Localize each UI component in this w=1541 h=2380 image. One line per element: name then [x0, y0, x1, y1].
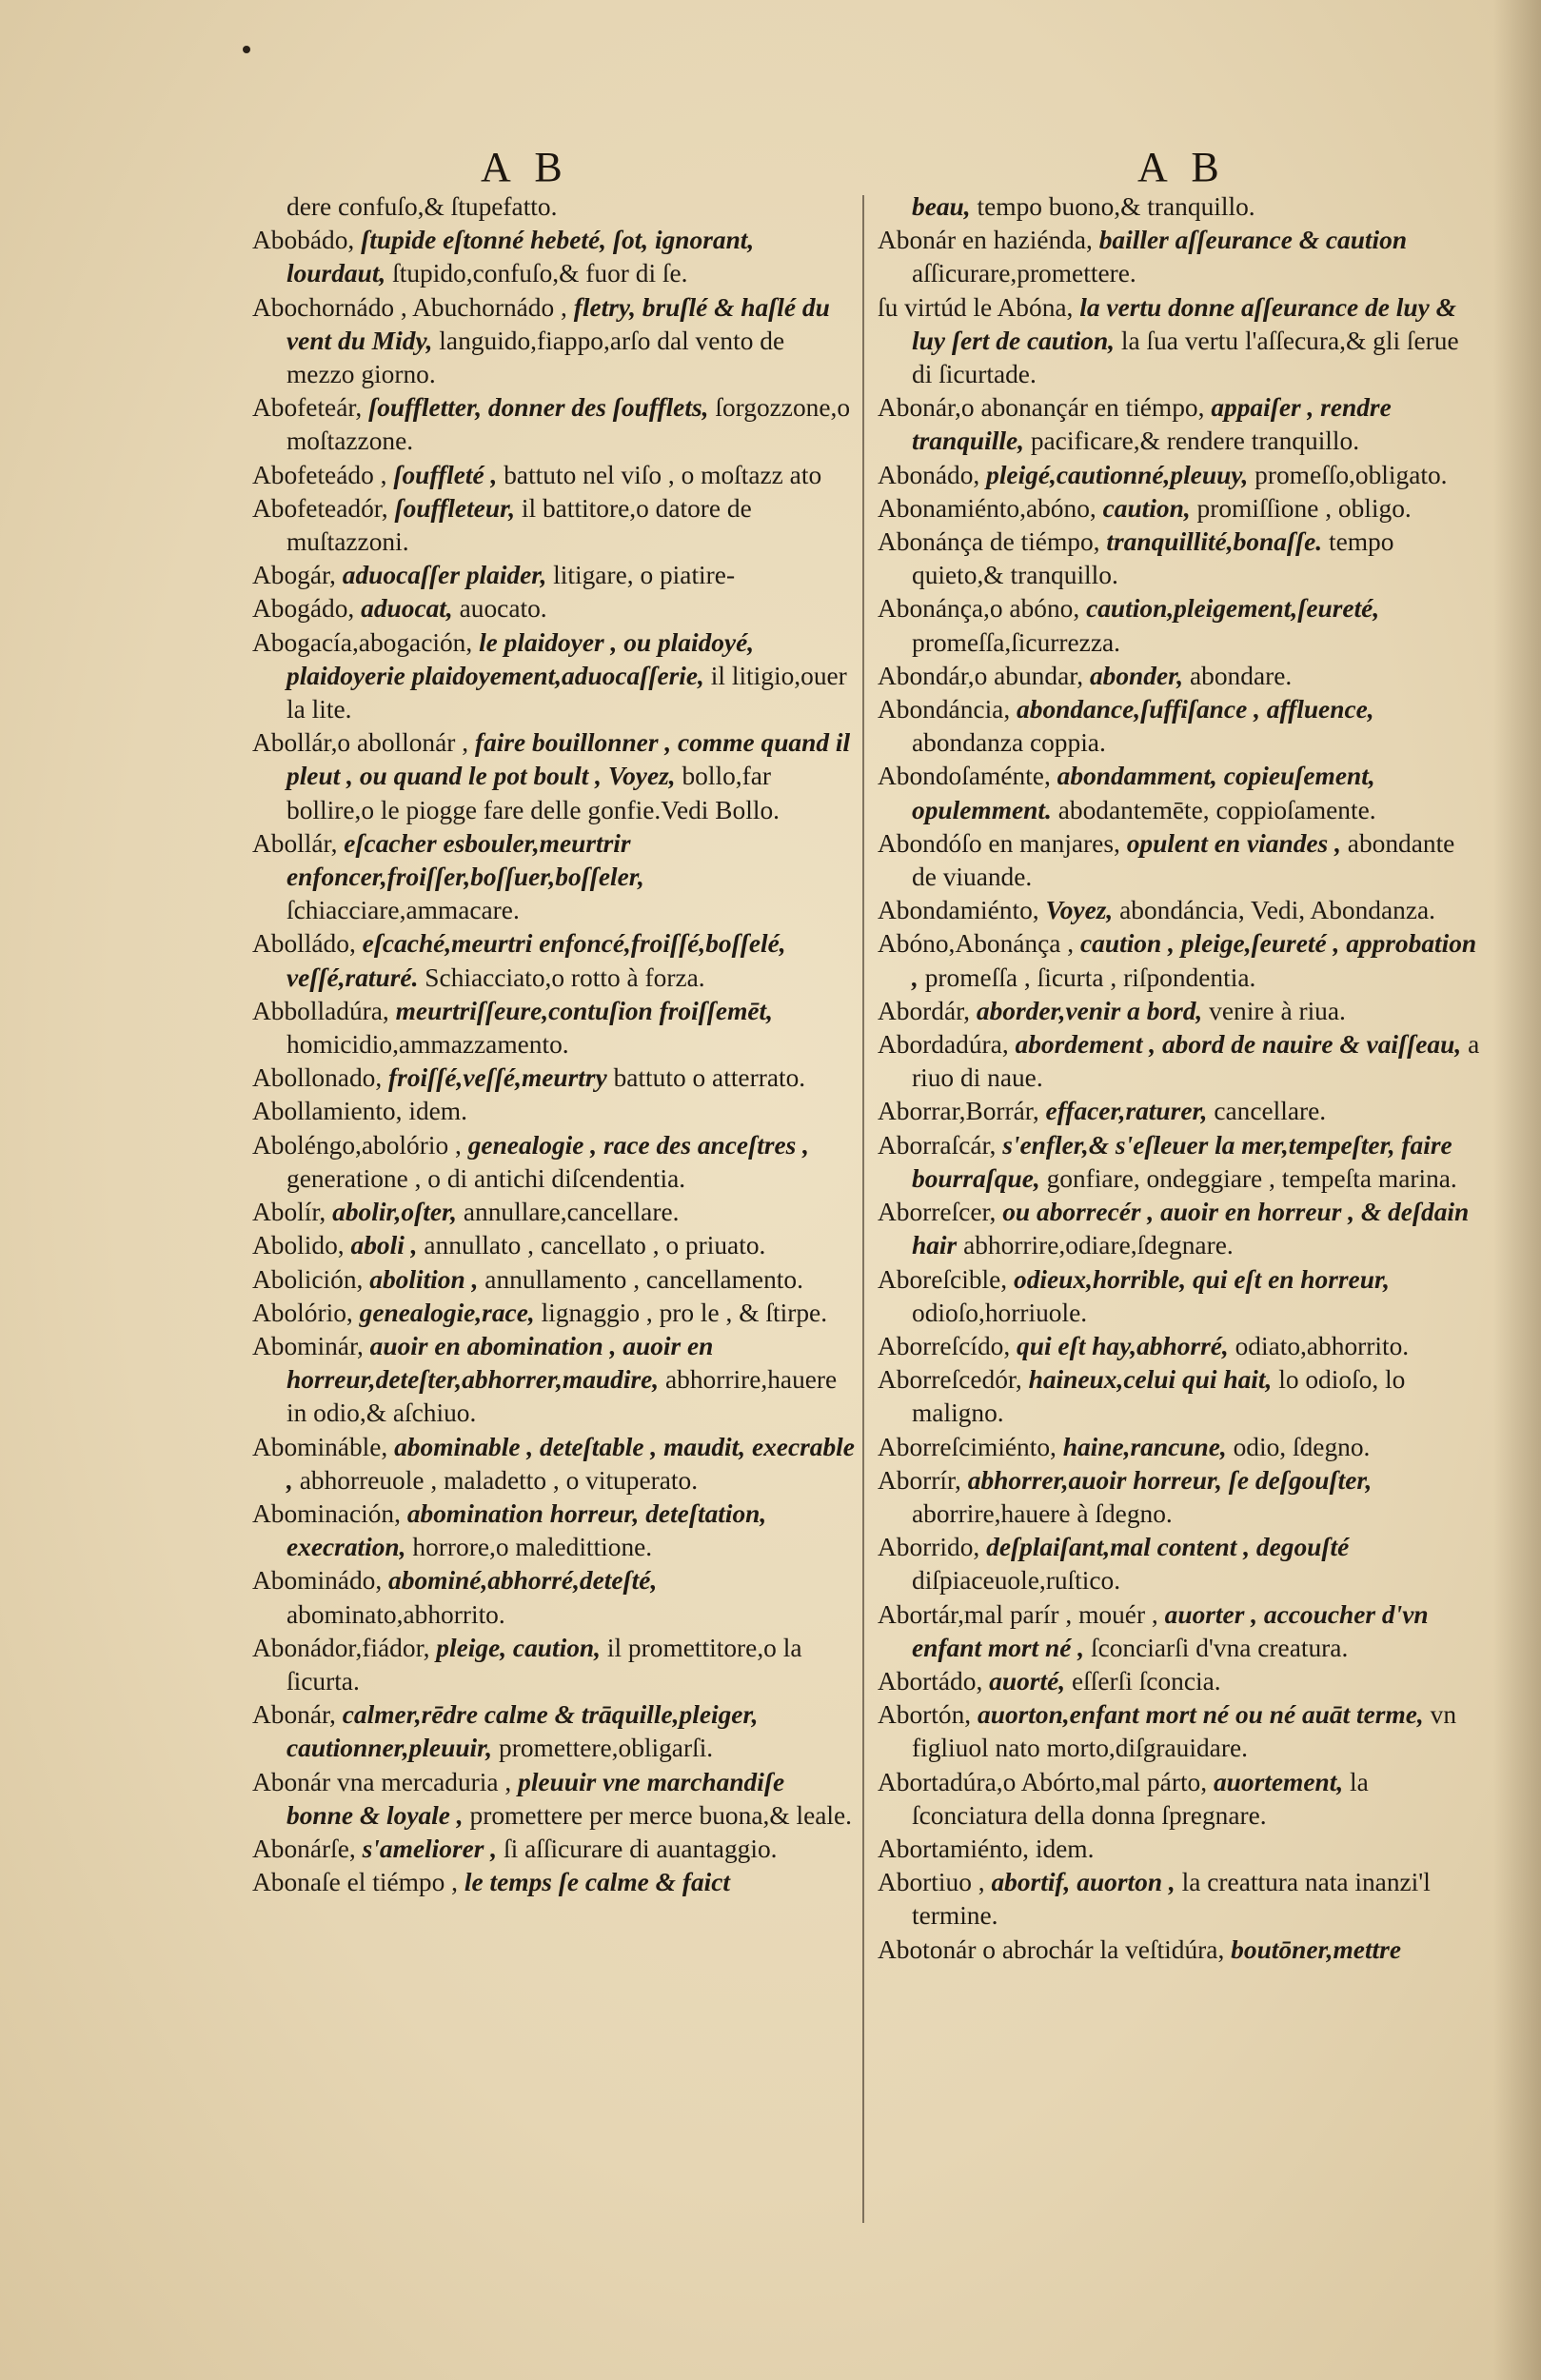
- french-gloss: aborder,venir a bord,: [976, 996, 1203, 1025]
- dictionary-entry: [252, 592, 857, 625]
- headword: Abollonado,: [252, 1063, 383, 1093]
- french-gloss: ou aborrecér , auoir en horreur , & deſdain hair: [912, 1198, 1470, 1260]
- italian-gloss: annullare,cancellare.: [463, 1198, 680, 1227]
- french-gloss: abondamment, copieuſement, opulemment.: [912, 762, 1375, 824]
- french-gloss: Voyez,: [1045, 896, 1114, 925]
- dictionary-entry: [878, 190, 1482, 224]
- french-gloss: froiſſé,veſſé,meurtry: [388, 1063, 607, 1093]
- headword: Abollár,: [252, 828, 338, 858]
- dictionary-entry: [878, 660, 1482, 693]
- headword: Abóno,Abonánça ,: [878, 929, 1075, 959]
- dictionary-entry: [878, 995, 1482, 1028]
- headword: Aborreſcer,: [878, 1198, 997, 1227]
- headword: Abollár,o abollonár ,: [252, 728, 469, 758]
- italian-gloss: abhorreuole , maladetto , o vituperato.: [299, 1465, 699, 1495]
- french-gloss: boutōner,mettre: [1231, 1934, 1401, 1964]
- headword: Aborreſcído,: [878, 1331, 1011, 1360]
- italian-gloss: abominato,abhorrito.: [286, 1599, 505, 1629]
- italian-gloss: horrore,o maledittione.: [412, 1533, 653, 1562]
- headword: Abondoſaménte,: [878, 762, 1051, 791]
- dictionary-entry: [878, 1531, 1482, 1597]
- italian-gloss: auocato.: [459, 594, 547, 624]
- italian-gloss: abondanza coppia.: [912, 728, 1106, 758]
- dictionary-entry: [878, 492, 1482, 526]
- headword: Abominár,: [252, 1331, 364, 1360]
- dictionary-entry: [252, 1061, 857, 1095]
- italian-gloss: abondante de viuande.: [912, 828, 1455, 892]
- dictionary-entry: [878, 1698, 1482, 1765]
- french-gloss: abominé,abhorré,deteſté,: [388, 1566, 658, 1596]
- italian-gloss: abondare.: [1190, 661, 1293, 690]
- italian-gloss: tempo buono,& tranquillo.: [977, 192, 1255, 221]
- french-gloss: auoir en abomination , auoir en horreur,deteſter,abhorrer,maudire,: [286, 1331, 714, 1395]
- french-gloss: caution,: [1102, 493, 1191, 523]
- french-gloss: meurtriſſeure,contuſion froiſſemēt,: [395, 996, 774, 1025]
- dictionary-entry: [878, 391, 1482, 458]
- french-gloss: genealogie,race,: [359, 1298, 535, 1327]
- dictionary-entry: [878, 592, 1482, 659]
- left-column: [252, 190, 857, 1899]
- headword: Abobádo,: [252, 226, 355, 255]
- italian-gloss: bollo,far bollire,o le piogge fare delle gonfie.Vedi Bollo.: [286, 762, 780, 824]
- italian-gloss: promettere,obligarſi.: [499, 1734, 714, 1763]
- french-gloss: ſouffleté ,: [393, 460, 498, 489]
- dictionary-entry: [252, 1632, 857, 1698]
- italian-gloss: battuto nel viſo , o moſtazz ato: [504, 460, 822, 489]
- french-gloss: aduocaſſer plaider,: [342, 561, 547, 590]
- italian-gloss: la ſua vertu l'aſſecura,& gli ſerue di ſicurtade.: [912, 326, 1459, 389]
- headword: Aborraſcár,: [878, 1130, 997, 1160]
- italian-gloss: cancellare.: [1214, 1097, 1327, 1126]
- headword: Abogádo,: [252, 594, 355, 624]
- french-gloss: abolir,oſter,: [332, 1198, 458, 1227]
- italian-gloss: il battitore,o datore de muſtazzoni.: [286, 493, 752, 557]
- dictionary-entry: [252, 827, 857, 928]
- headword: Abominádo,: [252, 1566, 383, 1596]
- french-gloss: caution , pleige,ſeureté , approbation ,: [912, 929, 1477, 992]
- italian-gloss: abhorrire,hauere in odio,& aſchiuo.: [286, 1365, 838, 1428]
- running-head-left: A B: [481, 144, 570, 190]
- dictionary-entry: [878, 1833, 1482, 1866]
- dictionary-entry: [878, 224, 1482, 290]
- ink-speck: [243, 46, 250, 53]
- italian-gloss: litigare, o piatire-: [553, 561, 736, 590]
- column-rule: [862, 195, 864, 2223]
- dictionary-entry: [252, 559, 857, 592]
- headword: Abonádor,fiádor,: [252, 1633, 430, 1662]
- italian-gloss: languido,fiappo,arſo dal vento de mezzo giorno.: [286, 326, 785, 389]
- italian-gloss: ſconciarſi d'vna creatura.: [1090, 1633, 1349, 1662]
- dictionary-entry: [878, 1598, 1482, 1665]
- dictionary-entry: [252, 391, 857, 458]
- headword: Abordár,: [878, 996, 971, 1025]
- dictionary-entry: [252, 1564, 857, 1631]
- italian-gloss: abodantemēte, coppioſamente.: [1057, 795, 1376, 824]
- dictionary-entry: [252, 492, 857, 559]
- running-head-right: A B: [1137, 144, 1227, 190]
- french-gloss: abortif, auorton ,: [991, 1868, 1176, 1897]
- dictionary-entry: [252, 1263, 857, 1297]
- french-gloss: eſcaché,meurtri enfoncé,froiſſé,boſſelé, veſſé,raturé.: [286, 929, 786, 992]
- dictionary-entry: [878, 1129, 1482, 1196]
- italian-gloss: eſſerſi ſconcia.: [1071, 1666, 1221, 1696]
- french-gloss: genealogie , race des anceſtres ,: [467, 1130, 809, 1160]
- dictionary-entry: [878, 1263, 1482, 1330]
- italian-gloss: promeſſo,obligato.: [1255, 460, 1448, 489]
- italian-gloss: lignaggio , pro le , & ſtirpe.: [541, 1298, 828, 1327]
- headword: Aborreſcedór,: [878, 1365, 1022, 1395]
- headword: ſu virtúd le Abóna,: [878, 292, 1074, 322]
- french-gloss: aboli ,: [350, 1231, 418, 1260]
- french-gloss: haineux,celui qui hait,: [1028, 1365, 1273, 1395]
- french-gloss: caution,pleigement,ſeureté,: [1086, 594, 1380, 624]
- dictionary-entry: [878, 827, 1482, 894]
- dictionary-entry: [252, 459, 857, 492]
- headword: Abortamiénto,: [878, 1834, 1029, 1863]
- headword: Abollamiento,: [252, 1097, 403, 1126]
- italian-gloss: ſi aſſicurare di auantaggio.: [504, 1834, 778, 1863]
- italian-gloss: idem.: [408, 1097, 467, 1126]
- headword: Abortár,mal parír , mouér ,: [878, 1599, 1158, 1629]
- italian-gloss: idem.: [1035, 1834, 1095, 1863]
- italian-gloss: a riuo di naue.: [912, 1030, 1480, 1093]
- headword: Abonádo,: [878, 460, 980, 489]
- french-gloss: le temps ſe calme & faict: [464, 1868, 731, 1897]
- headword: Abolório,: [252, 1298, 353, 1327]
- headword: Abolládo,: [252, 929, 356, 959]
- headword: Abonamiénto,abóno,: [878, 493, 1096, 523]
- headword: Abotonár o abrochár la veſtidúra,: [878, 1934, 1225, 1964]
- italian-gloss: generatione , o di antichi diſcendentia.: [286, 1163, 686, 1193]
- french-gloss: le plaidoyer , ou plaidoyé, plaidoyerie plaidoyement,aduocaſſerie,: [286, 627, 755, 690]
- dictionary-entry: [252, 626, 857, 727]
- italian-gloss: il litigio,ouer la lite.: [286, 661, 847, 724]
- headword: Abolír,: [252, 1198, 326, 1227]
- dictionary-entry: [878, 760, 1482, 826]
- headword: Aborrar,Borrár,: [878, 1097, 1039, 1126]
- italian-gloss: Schiacciato,o rotto à forza.: [425, 962, 705, 992]
- headword: Abordadúra,: [878, 1030, 1009, 1060]
- dictionary-entry: [252, 927, 857, 994]
- italian-gloss: promeſſa , ſicurta , riſpondentia.: [924, 962, 1256, 992]
- french-gloss: la vertu donne aſſeurance de luy & luy ſert de caution,: [912, 292, 1456, 355]
- french-gloss: tranquillité,bonaſſe.: [1106, 527, 1323, 557]
- right-column: [878, 190, 1482, 1967]
- italian-gloss: lo odioſo, lo maligno.: [912, 1365, 1406, 1428]
- headword: Aborreſcimiénto,: [878, 1432, 1057, 1461]
- italian-gloss: ſchiacciare,ammacare.: [286, 896, 520, 925]
- french-gloss: odieux,horrible, qui eſt en horreur,: [1014, 1264, 1390, 1294]
- french-gloss: deſplaiſant,mal content , degouſté: [986, 1533, 1350, 1562]
- dictionary-entry: [878, 1196, 1482, 1262]
- italian-gloss: gonfiare, ondeggiare , tempeſta marina.: [1046, 1163, 1457, 1193]
- dictionary-entry: [878, 1431, 1482, 1464]
- italian-gloss: abhorrire,odiare,ſdegnare.: [963, 1231, 1234, 1260]
- french-gloss: faire bouillonner , comme quand il pleut , ou quand le pot boult , Voyez,: [286, 728, 851, 791]
- french-gloss: appaiſer , rendre tranquille,: [912, 393, 1392, 456]
- headword: Abonánça de tiémpo,: [878, 527, 1100, 557]
- headword: Abondáncia,: [878, 695, 1011, 724]
- italian-gloss: il promettitore,o la ſicurta.: [286, 1633, 802, 1696]
- french-gloss: fletry, bruſlé & haſlé du vent du Midy,: [286, 292, 830, 355]
- dictionary-entry: [878, 1095, 1482, 1128]
- headword: Abonárſe,: [252, 1834, 356, 1863]
- italian-gloss: aborrire,hauere à ſdegno.: [912, 1498, 1173, 1528]
- french-gloss: ſouffleteur,: [394, 493, 516, 523]
- dictionary-entry: [878, 1866, 1482, 1933]
- headword: Abondóſo en manjares,: [878, 828, 1120, 858]
- headword: Aboléngo,abolório ,: [252, 1130, 462, 1160]
- italian-gloss: homicidio,ammazzamento.: [286, 1030, 569, 1060]
- dictionary-entry: [878, 1934, 1482, 1967]
- dictionary-entry: [252, 291, 857, 392]
- french-gloss: pleuuir vne marchandiſe bonne & loyale ,: [286, 1767, 785, 1830]
- italian-gloss: vn figliuol nato morto,diſgrauidare.: [912, 1700, 1457, 1763]
- french-gloss: abordement , abord de nauire & vaiſſeau,: [1015, 1030, 1462, 1060]
- french-gloss: abondance,ſuffiſance , affluence,: [1017, 695, 1374, 724]
- italian-gloss: odio, ſdegno.: [1233, 1432, 1371, 1461]
- french-gloss: pleige, caution,: [436, 1633, 601, 1662]
- dictionary-entry: [252, 1330, 857, 1431]
- french-gloss: calmer,rēdre calme & trāquille,pleiger, cautionner,pleuuir,: [286, 1700, 759, 1763]
- headword: Abonár,o abonançár en tiémpo,: [878, 393, 1205, 423]
- dictionary-entry: [878, 526, 1482, 592]
- dictionary-entry: [252, 1766, 857, 1833]
- italian-gloss: ſorgozzone,o moſtazzone.: [286, 393, 851, 456]
- italian-gloss: odioſo,horriuole.: [912, 1298, 1088, 1327]
- page-edge-shadow: [1493, 0, 1541, 2380]
- italian-gloss: venire à riua.: [1209, 996, 1346, 1025]
- french-gloss: ſouffletter, donner des ſoufflets,: [368, 393, 709, 423]
- italian-gloss: tempo quieto,& tranquillo.: [912, 527, 1394, 590]
- dictionary-entry: [252, 1866, 857, 1899]
- french-gloss: bailler aſſeurance & caution: [1098, 226, 1408, 255]
- french-gloss: abominable , deteſtable , maudit, execrable ,: [286, 1432, 855, 1495]
- french-gloss: eſcacher esbouler,meurtrir enfoncer,froiſſer,boſſuer,boſſeler,: [286, 828, 644, 892]
- dictionary-entry: [878, 291, 1482, 392]
- dictionary-entry: [252, 1431, 857, 1497]
- dictionary-entry: [252, 1095, 857, 1128]
- italian-gloss: promeſſa,ſicurrezza.: [912, 627, 1120, 657]
- headword: Aborrír,: [878, 1465, 961, 1495]
- french-gloss: haine,rancune,: [1062, 1432, 1227, 1461]
- dictionary-entry: [252, 1196, 857, 1229]
- dictionary-entry: [252, 1297, 857, 1330]
- dictionary-entry: [878, 1665, 1482, 1698]
- french-gloss: aduocat,: [361, 594, 453, 624]
- italian-gloss: aſſicurare,promettere.: [912, 259, 1136, 288]
- italian-gloss: promettere per merce buona,& leale.: [469, 1800, 853, 1830]
- dictionary-entry: [878, 459, 1482, 492]
- french-gloss: qui eſt hay,abhorré,: [1017, 1331, 1229, 1360]
- headword: Abortádo,: [878, 1666, 983, 1696]
- italian-gloss: abondáncia, Vedi, Abondanza.: [1119, 896, 1435, 925]
- dictionary-entry: [252, 190, 857, 224]
- headword: Abolido,: [252, 1231, 345, 1260]
- dictionary-entry: [878, 1330, 1482, 1363]
- dictionary-entry: [878, 1363, 1482, 1430]
- french-gloss: effacer,raturer,: [1045, 1097, 1208, 1126]
- french-gloss: opulent en viandes ,: [1126, 828, 1341, 858]
- headword: Abonaſe el tiémpo ,: [252, 1868, 459, 1897]
- dictionary-entry: [878, 1028, 1482, 1095]
- italian-gloss: la creattura nata inanzi'l termine.: [912, 1868, 1431, 1931]
- french-gloss: abonder,: [1089, 661, 1184, 690]
- french-gloss: auorton,enfant mort né ou né auāt terme,: [978, 1700, 1424, 1730]
- headword: Abomináble,: [252, 1432, 388, 1461]
- headword: Aborrido,: [878, 1533, 980, 1562]
- dictionary-entry: [252, 1229, 857, 1262]
- headword: Abbolladúra,: [252, 996, 389, 1025]
- french-gloss: ſtupide eſtonné hebeté, ſot, ignorant, lourdaut,: [286, 226, 755, 288]
- dictionary-entry: [878, 1766, 1482, 1833]
- headword: Abondamiénto,: [878, 896, 1039, 925]
- italian-gloss: battuto o atterrato.: [613, 1063, 806, 1093]
- dictionary-entry: [252, 1497, 857, 1564]
- headword: Abortiuo ,: [878, 1868, 985, 1897]
- italian-gloss: la ſconciatura della donna ſpregnare.: [912, 1767, 1369, 1830]
- french-gloss: s'enfler,& s'eſleuer la mer,tempeſter, faire bourraſque,: [912, 1130, 1452, 1193]
- italian-gloss: promiſſione , obligo.: [1196, 493, 1412, 523]
- french-gloss: auorté,: [989, 1666, 1066, 1696]
- headword: Abofeteár,: [252, 393, 363, 423]
- dictionary-entry: [252, 1833, 857, 1866]
- dictionary-entry: [878, 1464, 1482, 1531]
- french-gloss: auorter , accoucher d'vn enfant mort né ,: [912, 1599, 1429, 1662]
- italian-gloss: diſpiaceuole,ruſtico.: [912, 1566, 1121, 1596]
- headword: Abofeteádo ,: [252, 460, 387, 489]
- italian-gloss: pacificare,& rendere tranquillo.: [1030, 426, 1360, 456]
- dictionary-entry: [878, 927, 1482, 994]
- italian-gloss: annullamento , cancellamento.: [484, 1264, 803, 1294]
- french-gloss: s'ameliorer ,: [362, 1834, 498, 1863]
- dictionary-entry: [252, 224, 857, 290]
- dictionary-entry: [878, 894, 1482, 927]
- headword: Abonánça,o abóno,: [878, 594, 1080, 624]
- headword: Aboreſcible,: [878, 1264, 1008, 1294]
- headword: Abogár,: [252, 561, 336, 590]
- italian-gloss: ſtupido,confuſo,& fuor di ſe.: [392, 259, 688, 288]
- french-gloss: pleigé,cautionné,pleuuy,: [986, 460, 1249, 489]
- french-gloss: abhorrer,auoir horreur, ſe deſgouſter,: [967, 1465, 1373, 1495]
- italian-gloss: dere confuſo,& ſtupefatto.: [286, 192, 558, 221]
- headword: Abonár vna mercaduria ,: [252, 1767, 512, 1796]
- french-gloss: abolition ,: [369, 1264, 479, 1294]
- headword: Abolición,: [252, 1264, 364, 1294]
- headword: Abochornádo , Abuchornádo ,: [252, 292, 567, 322]
- dictionary-entry: [252, 1698, 857, 1765]
- italian-gloss: annullato , cancellato , o priuato.: [424, 1231, 766, 1260]
- dictionary-entry: [252, 1129, 857, 1196]
- french-gloss: auortement,: [1213, 1767, 1344, 1796]
- headword: Abortadúra,o Abórto,mal párto,: [878, 1767, 1208, 1796]
- dictionary-entry: [252, 995, 857, 1061]
- french-gloss: abomination horreur, deteſtation, execration,: [286, 1498, 767, 1562]
- headword: Abofeteadór,: [252, 493, 388, 523]
- dictionary-entry: [252, 726, 857, 827]
- headword: Abominación,: [252, 1498, 401, 1528]
- french-gloss: beau,: [912, 192, 971, 221]
- headword: Abondár,o abundar,: [878, 661, 1084, 690]
- headword: Abortón,: [878, 1700, 972, 1730]
- italian-gloss: odiato,abhorrito.: [1235, 1331, 1410, 1360]
- headword: Abonár en haziénda,: [878, 226, 1093, 255]
- dictionary-entry: [878, 693, 1482, 760]
- headword: Abonár,: [252, 1700, 336, 1730]
- headword: Abogacía,abogación,: [252, 627, 473, 657]
